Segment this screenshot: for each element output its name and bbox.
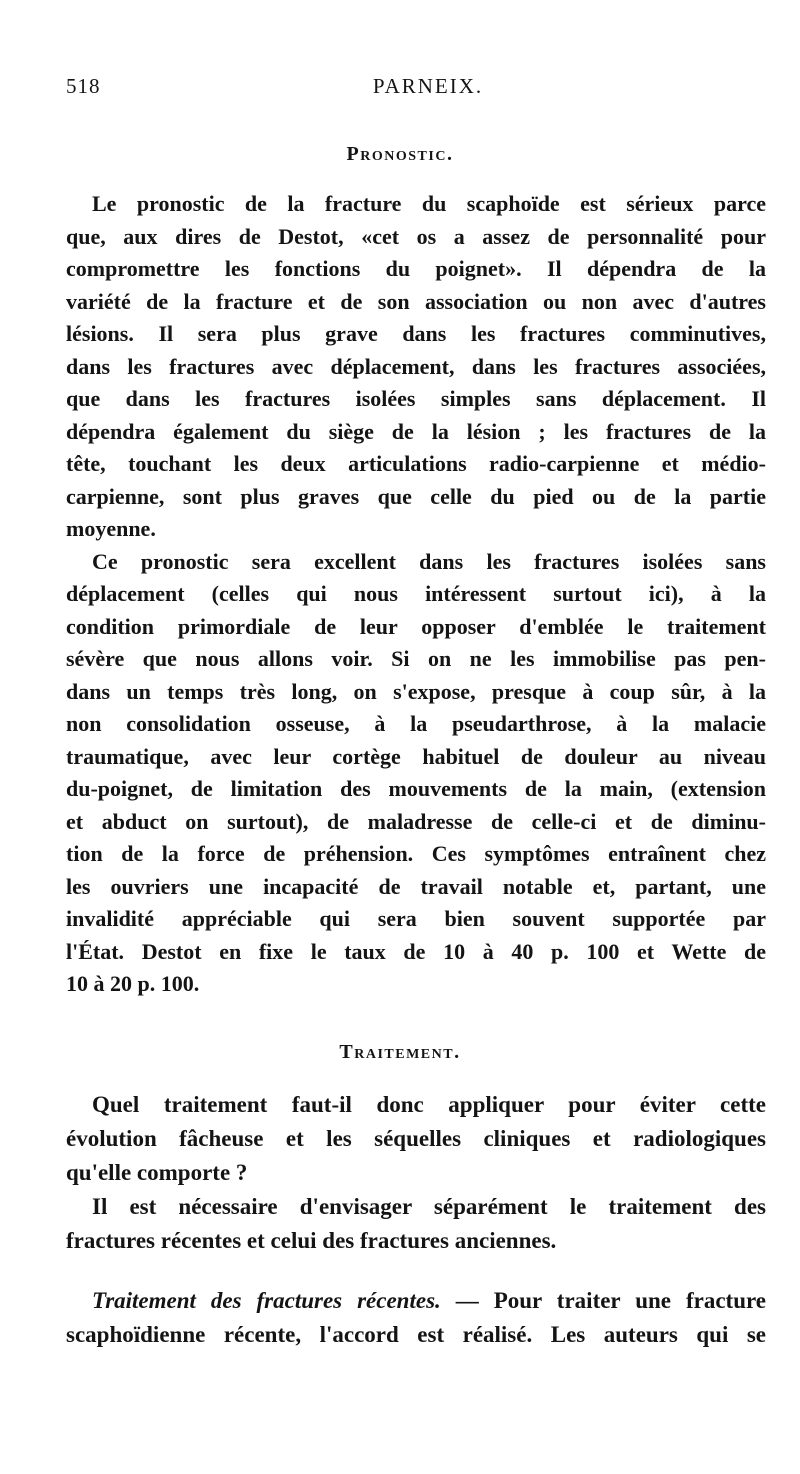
paragraph-pronostic xyxy=(66,188,766,1001)
text-line: qu'elle comporte ? xyxy=(66,1160,248,1185)
paragraph-fractures-recentes xyxy=(66,1284,766,1352)
text-line: fractures récentes et celui des fractures anciennes. xyxy=(66,1228,557,1253)
text-line: non consolidation osseuse, à la pseudarthrose, à la malacie xyxy=(66,711,766,736)
text-line: dans un temps très long, on s'expose, presque à coup sûr, à la xyxy=(66,678,766,704)
subsection-heading: Traitement des fractures récentes. xyxy=(92,1288,441,1313)
text-line xyxy=(66,1284,766,1318)
paragraph-traitement-intro xyxy=(66,1088,766,1258)
running-head: PARNEIX. xyxy=(372,74,484,98)
text-line: déplacement (celles qui nous intéressent surtout ici), à la xyxy=(66,581,766,606)
text-line: dans les fractures avec déplacement, dans les fractures associées, xyxy=(66,353,766,379)
text-line: l'État. Destot en fixe le taux de 10 à 40 p. 100 et Wette de xyxy=(66,938,766,964)
text-line: du-poignet, de limitation des mouvements de la main, (extension xyxy=(66,776,766,801)
text-line: traumatique, avec leur cortège habituel de douleur au niveau xyxy=(66,743,766,769)
text-line: compromettre les fonctions du poignet». Il dépendra de la xyxy=(66,256,766,281)
text-line: invalidité appréciable qui sera bien souvent supportée par xyxy=(66,906,766,931)
text-line: dépendra également du siège de la lésion ; les fractures de la xyxy=(66,418,766,444)
text-line: carpienne, sont plus graves que celle du pied ou de la partie xyxy=(66,483,766,509)
text-line: et abduct on surtout), de maladresse de celle-ci et de diminu- xyxy=(66,808,766,834)
text-line: Le pronostic de la fracture du scaphoïde est sérieux parce xyxy=(92,191,766,216)
section-title-pronostic: Pronostic. xyxy=(346,143,454,165)
text-line: moyenne. xyxy=(66,516,156,541)
text-line: lésions. Il sera plus grave dans les fractures comminutives, xyxy=(66,321,766,346)
text-line: que dans les fractures isolées simples sans déplacement. Il xyxy=(66,386,766,411)
section-title-traitement: Traitement. xyxy=(339,1041,461,1063)
text-run: — Pour traiter une fracture xyxy=(440,1288,766,1313)
text-line: que, aux dires de Destot, «cet os a assez de personnalité pour xyxy=(66,223,766,249)
page-header xyxy=(66,74,770,104)
text-line: variété de la fracture et de son association ou non avec d'autres xyxy=(66,288,766,314)
text-line: évolution fâcheuse et les séquelles cliniques et radiologiques xyxy=(66,1126,766,1151)
text-line: Ce pronostic sera excellent dans les fractures isolées sans xyxy=(92,548,766,574)
text-line: sévère que nous allons voir. Si on ne les immobilise pas pen- xyxy=(66,646,766,671)
page-number: 518 xyxy=(66,74,101,98)
text-line: Il est nécessaire d'envisager séparément le traitement des xyxy=(92,1194,766,1219)
text-line: scaphoïdienne récente, l'accord est réalisé. Les auteurs qui se xyxy=(66,1322,766,1347)
text-line: Quel traitement faut-il donc appliquer pour éviter cette xyxy=(92,1092,766,1117)
text-line: condition primordiale de leur opposer d'emblée le traitement xyxy=(66,613,766,639)
text-line: les ouvriers une incapacité de travail notable et, partant, une xyxy=(66,873,766,899)
text-line: tête, touchant les deux articulations radio-carpienne et médio- xyxy=(66,451,766,476)
text-line: tion de la force de préhension. Ces symptômes entraînent chez xyxy=(66,841,766,866)
text-line: 10 à 20 p. 100. xyxy=(66,971,200,996)
